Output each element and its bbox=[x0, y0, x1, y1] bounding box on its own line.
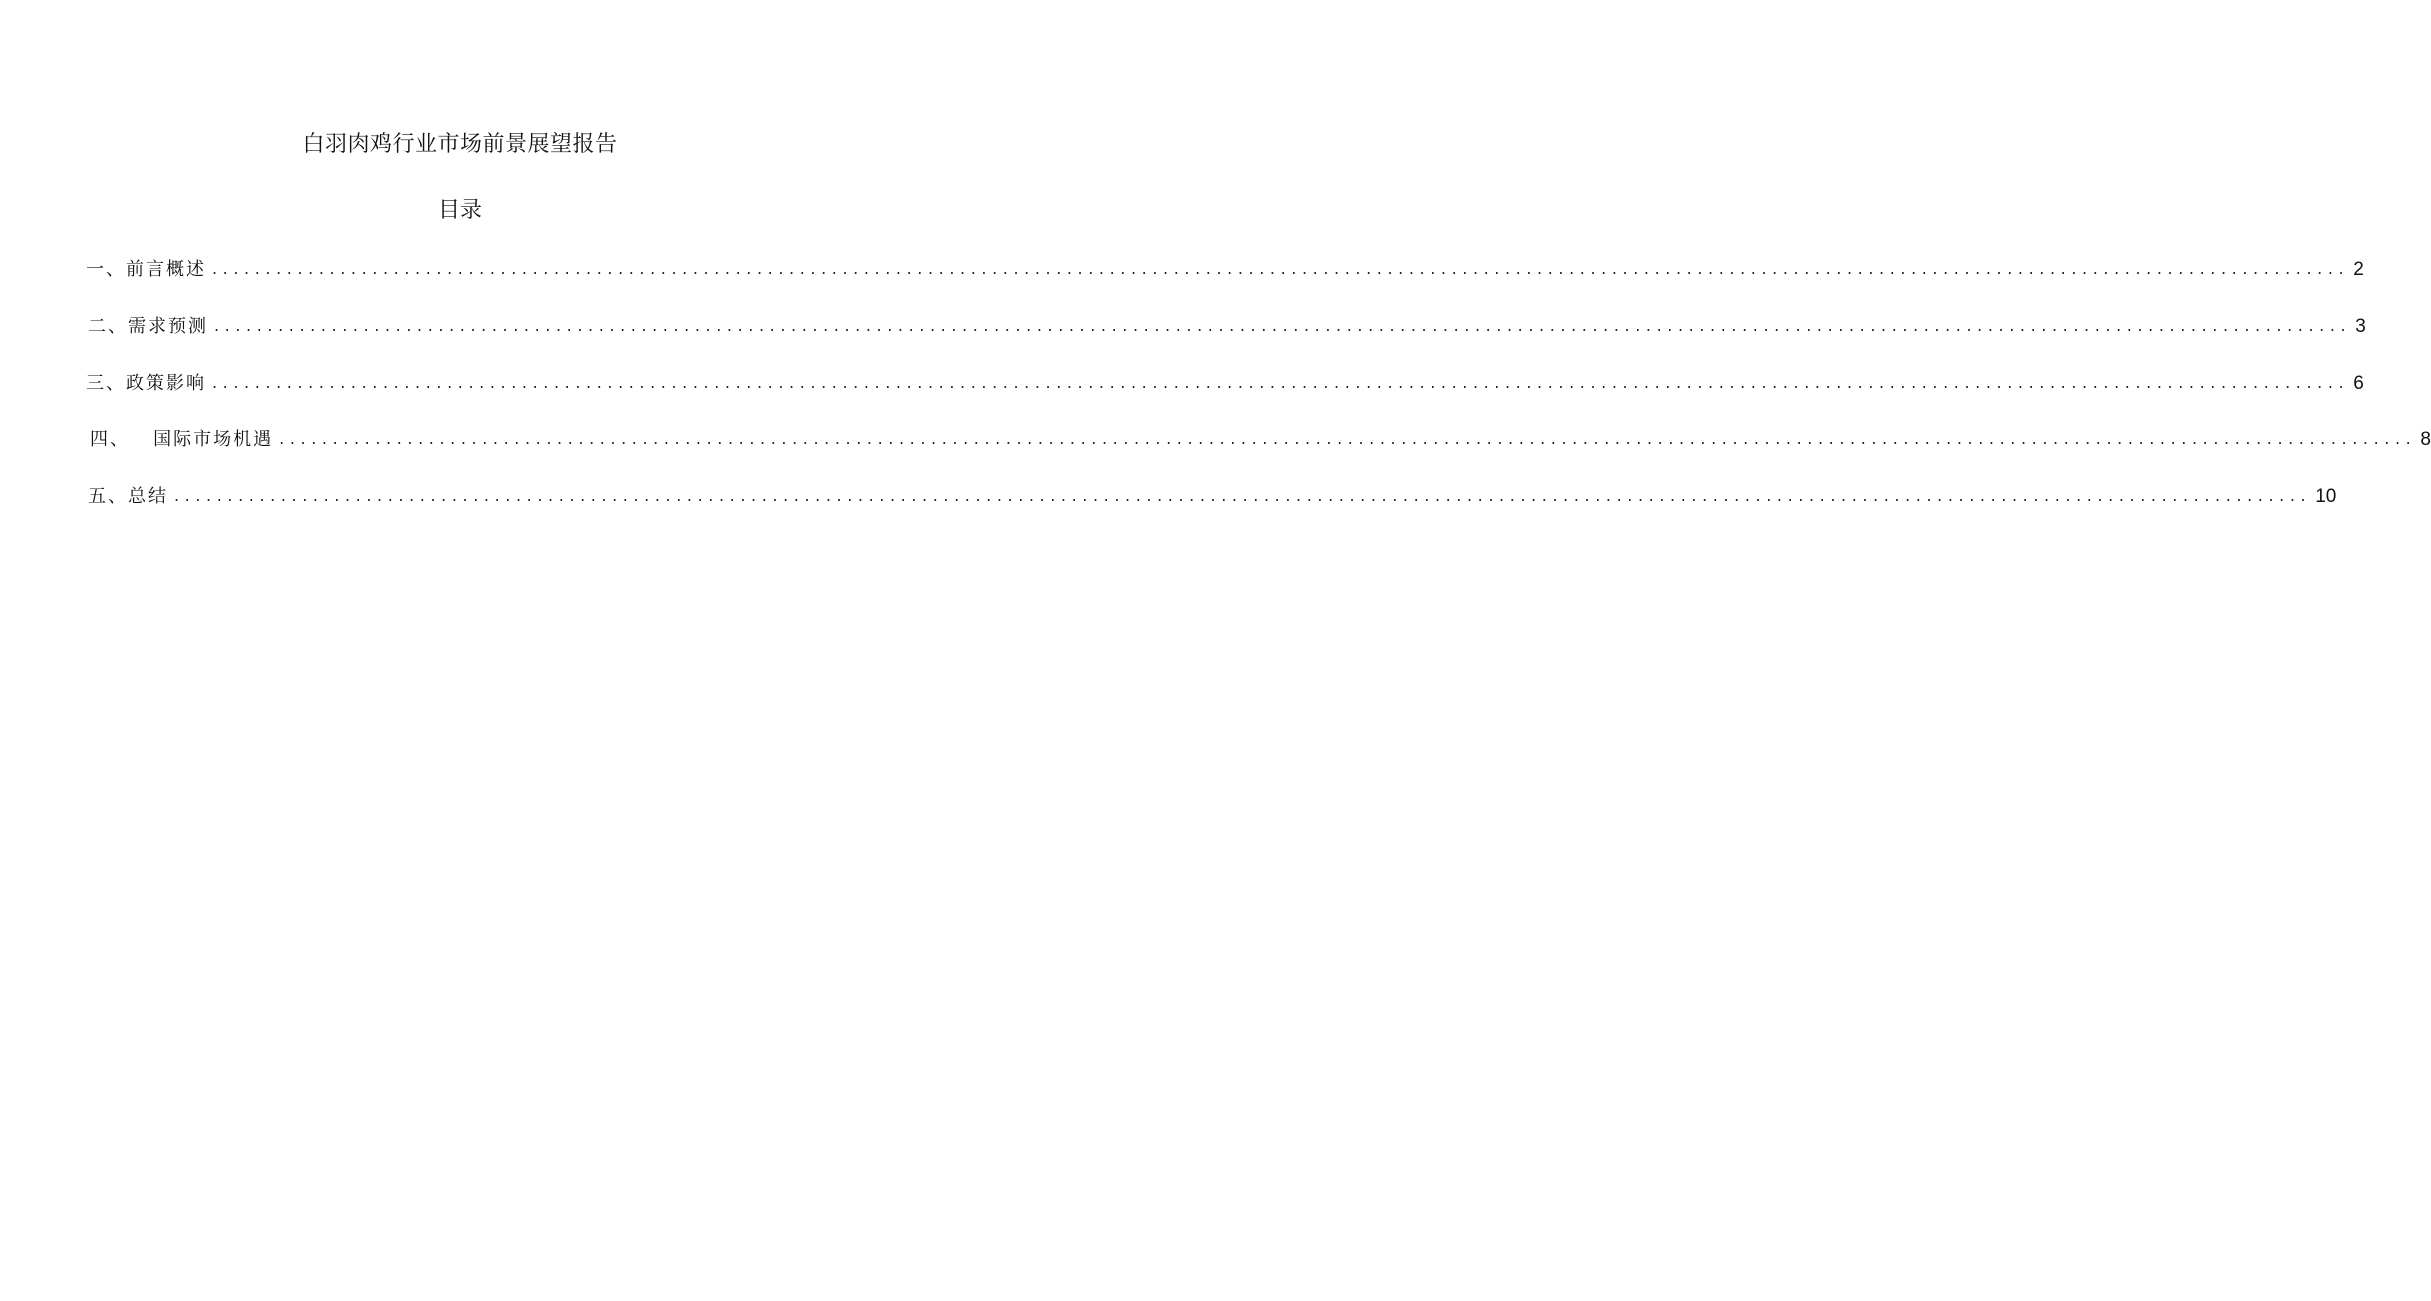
toc-entry[interactable] bbox=[86, 370, 2364, 398]
toc-entry[interactable] bbox=[88, 313, 2366, 341]
toc-dot-leader: ........................................................................................................................................................................................................ bbox=[174, 486, 2312, 505]
toc-entry-label: 四、 国际市场机遇 bbox=[90, 429, 274, 450]
toc-entry-label: 二、需求预测 bbox=[88, 316, 208, 337]
toc-dot-leader: ........................................................................................................................................................................................................ bbox=[212, 259, 2350, 278]
document-title: 白羽肉鸡行业市场前景展望报告 bbox=[302, 132, 618, 157]
toc-dot-leader: ........................................................................................................................................................................................................ bbox=[279, 429, 2417, 448]
toc-heading: 目录 bbox=[437, 198, 482, 223]
toc-dot-leader: ........................................................................................................................................................................................................ bbox=[214, 316, 2352, 335]
toc-entry-page-number: 10 bbox=[2315, 486, 2337, 507]
toc-dot-leader: ........................................................................................................................................................................................................ bbox=[212, 373, 2350, 392]
toc-entry-page-number: 3 bbox=[2355, 316, 2366, 337]
toc-entry[interactable] bbox=[88, 483, 2337, 511]
toc-entry-label: 一、前言概述 bbox=[86, 259, 206, 280]
toc-entry-label: 三、政策影响 bbox=[86, 373, 206, 394]
toc-entry-page-number: 6 bbox=[2353, 373, 2364, 394]
toc-entry-page-number: 8 bbox=[2420, 429, 2431, 450]
toc-entry[interactable] bbox=[86, 256, 2364, 284]
toc-entry[interactable] bbox=[90, 426, 2431, 454]
toc-entry-page-number: 2 bbox=[2353, 259, 2364, 280]
toc-entry-label: 五、总结 bbox=[88, 486, 168, 507]
